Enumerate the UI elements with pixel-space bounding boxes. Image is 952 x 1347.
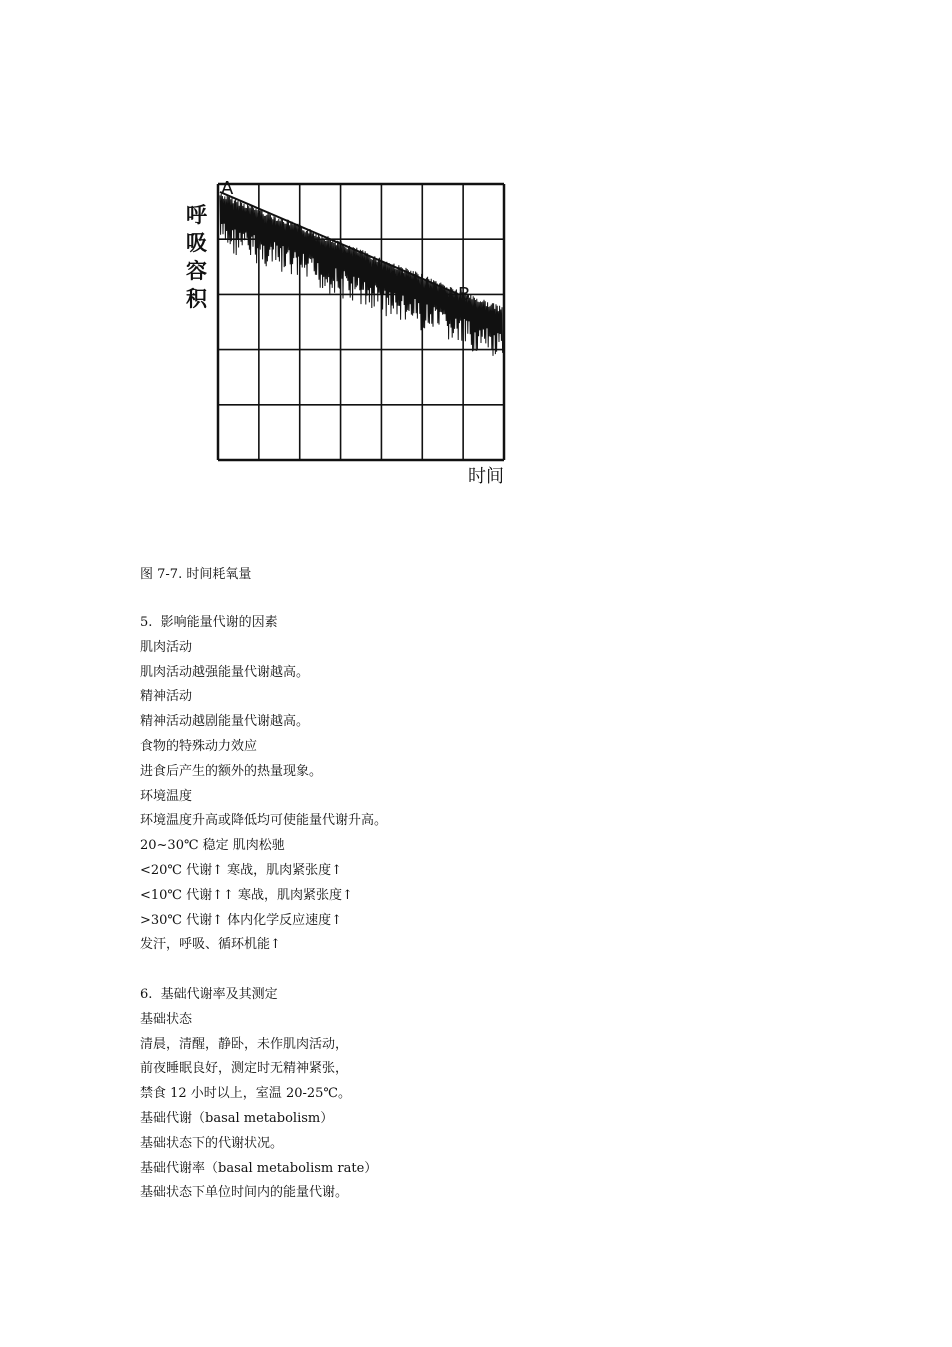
text-line: 肌肉活动 — [140, 639, 193, 655]
text-line: 肌肉活动越强能量代谢越高。 — [140, 664, 310, 680]
point-a-label: A — [221, 178, 234, 199]
text-line: 精神活动 — [140, 689, 193, 705]
y-axis-label-char: 积 — [186, 286, 207, 311]
text-line: 20~30℃ 稳定 肌肉松驰 — [140, 838, 285, 854]
text-line: >30℃ 代谢↑ 体内化学反应速度↑ — [140, 912, 343, 928]
text-line: 基础状态下的代谢状况。 — [140, 1135, 284, 1151]
text-line: 基础状态 — [140, 1011, 193, 1027]
y-axis-label-char: 吸 — [186, 230, 207, 255]
text-line: 食物的特殊动力效应 — [140, 738, 258, 754]
text-line: 基础状态下单位时间内的能量代谢。 — [140, 1185, 349, 1201]
text-line: 发汗，呼吸、循环机能↑ — [140, 937, 281, 953]
section-basal-metabolism — [140, 983, 377, 1206]
figure-caption: 图 7-7. 时间耗氧量 — [140, 567, 252, 582]
spirogram-chart — [180, 170, 520, 500]
respiration-trace — [220, 194, 503, 356]
section-heading: 5. 影响能量代谢的因素 — [140, 615, 278, 630]
spirogram-figure — [180, 170, 520, 500]
text-line: 前夜睡眠良好，测定时无精神紧张， — [140, 1061, 349, 1077]
text-line: <10℃ 代谢↑↑ 寒战，肌肉紧张度↑ — [140, 887, 353, 903]
text-line: 基础代谢（basal metabolism） — [140, 1110, 334, 1126]
section-influencing-factors — [140, 611, 387, 958]
text-line: <20℃ 代谢↑ 寒战，肌肉紧张度↑ — [140, 862, 343, 878]
text-line: 环境温度升高或降低均可使能量代谢升高。 — [140, 813, 388, 829]
text-line: 精神活动越剧能量代谢越高。 — [140, 714, 310, 730]
breathing-waveform — [220, 194, 503, 356]
point-b-label: B — [458, 284, 471, 305]
x-axis-label: 时间 — [468, 466, 504, 487]
section-heading: 6. 基础代谢率及其测定 — [140, 987, 278, 1002]
text-line: 基础代谢率（basal metabolism rate） — [140, 1160, 378, 1176]
text-line: 清晨，清醒，静卧，未作肌肉活动， — [140, 1036, 349, 1052]
text-line: 环境温度 — [140, 788, 193, 804]
y-axis-label-char: 呼 — [186, 202, 207, 227]
text-line: 进食后产生的额外的热量现象。 — [140, 763, 323, 779]
y-axis-label-char: 容 — [186, 258, 207, 283]
text-line: 禁食 12 小时以上，室温 20-25℃。 — [140, 1086, 351, 1102]
